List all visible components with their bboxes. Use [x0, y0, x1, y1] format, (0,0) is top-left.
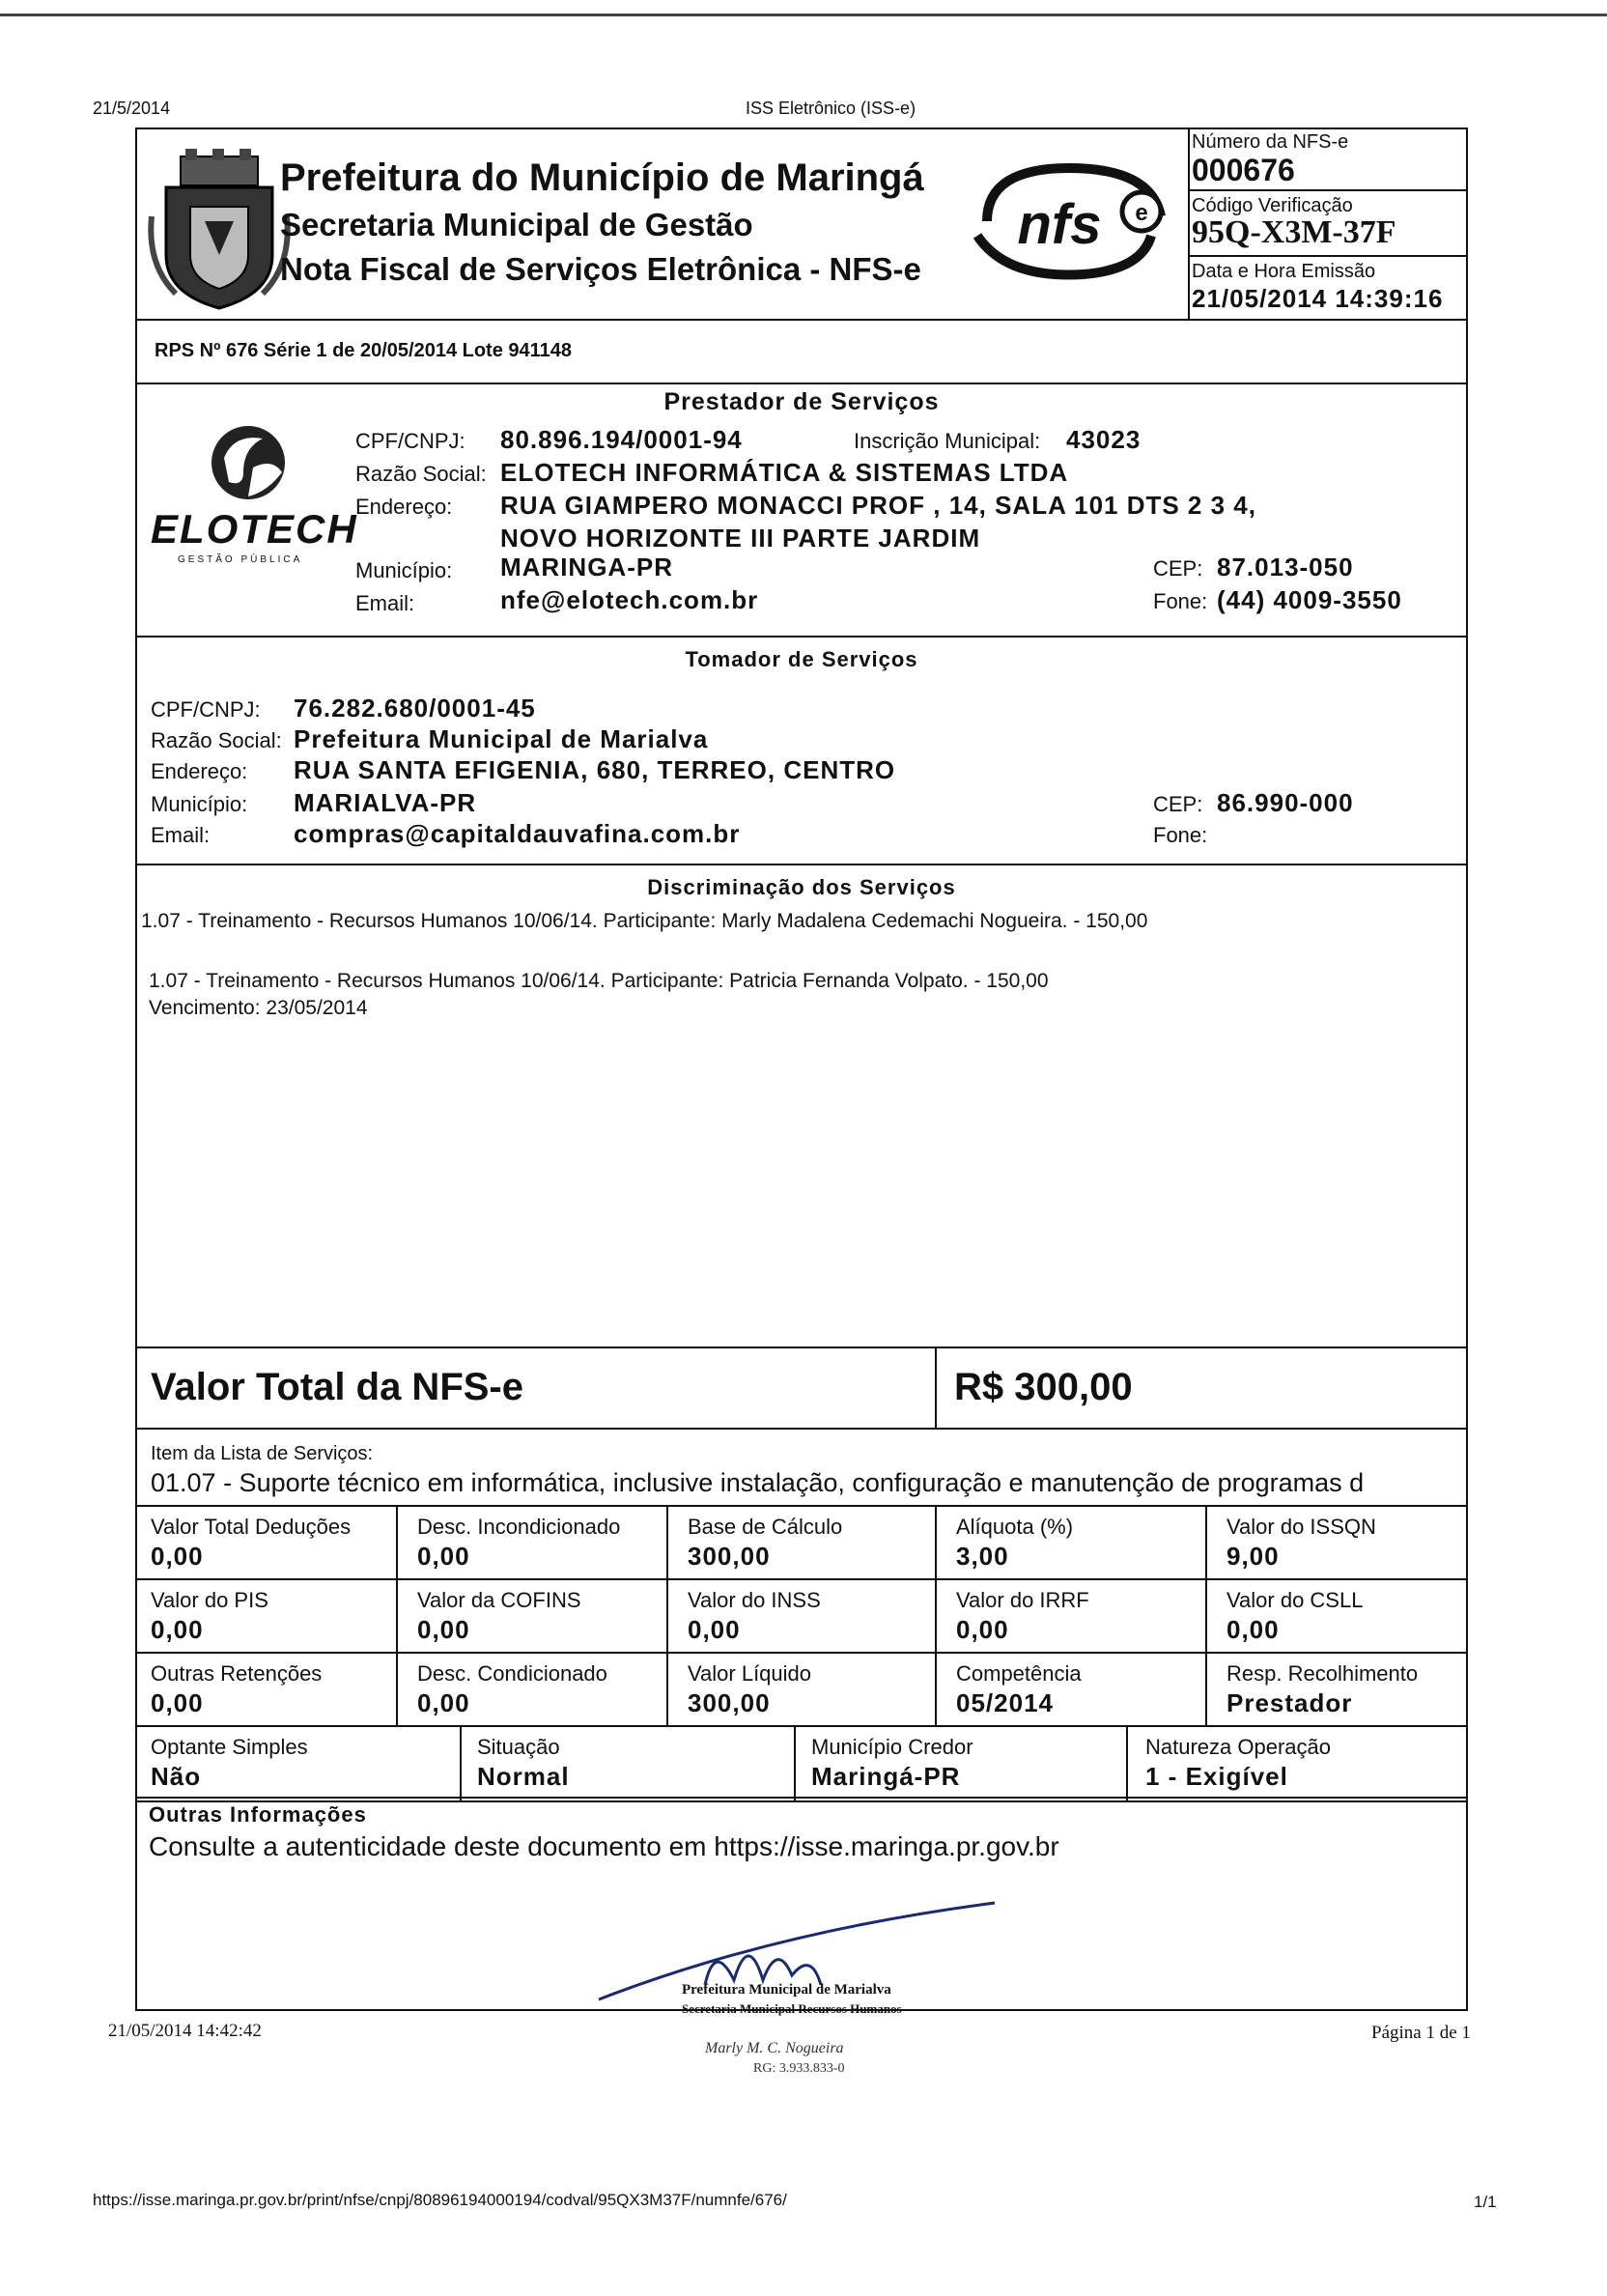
inss-value: 0,00 — [688, 1615, 741, 1644]
print-date: 21/5/2014 — [93, 99, 171, 118]
servico-line-2: 1.07 - Treinamento - Recursos Humanos 10/06/14. Participante: Patricia Fernanda Volpato. - 150,00 — [149, 970, 1049, 992]
nfse-document — [135, 128, 1468, 1799]
footer-page: Página 1 de 1 — [1371, 2023, 1471, 2043]
deducoes-label: Valor Total Deduções — [151, 1515, 352, 1539]
tomador-endereco-value: RUA SANTA EFIGENIA, 680, TERREO, CENTRO — [294, 755, 896, 784]
secretaria-subtitle: Secretaria Municipal de Gestão — [280, 207, 753, 242]
situacao-value: Normal — [477, 1762, 570, 1791]
optante-simples-label: Optante Simples — [151, 1735, 308, 1759]
tomador-section-title: Tomador de Serviços — [685, 647, 918, 671]
resp-recolhimento-label: Resp. Recolhimento — [1226, 1661, 1419, 1686]
csll-value: 0,00 — [1226, 1615, 1280, 1644]
prestador-fone-label: Fone: — [1153, 589, 1208, 613]
base-calculo-value: 300,00 — [688, 1542, 771, 1571]
aliquota-value: 3,00 — [956, 1542, 1009, 1571]
outras-retencoes-value: 0,00 — [151, 1688, 204, 1717]
tomador-razao-value: Prefeitura Municipal de Marialva — [294, 724, 709, 753]
elotech-logo-tagline: GESTÃO PÚBLICA — [178, 554, 303, 565]
stamp-line-2: Secretaria Municipal Recursos Humanos — [682, 2001, 902, 2016]
prestador-endereco-label: Endereço: — [355, 495, 453, 519]
rps-line: RPS Nº 676 Série 1 de 20/05/2014 Lote 941148 — [155, 340, 573, 361]
natureza-operacao-value: 1 - Exigível — [1145, 1762, 1288, 1791]
prestador-municipio-value: MARINGA-PR — [500, 553, 673, 581]
prestador-im-value: 43023 — [1066, 425, 1142, 454]
tomador-fone-label: Fone: — [1153, 823, 1208, 847]
prestador-fone-value: (44) 4009-3550 — [1217, 585, 1402, 614]
outras-informacoes-value: Consulte a autenticidade deste documento em https://isse.maringa.pr.gov.br — [149, 1831, 1059, 1861]
competencia-label: Competência — [956, 1661, 1082, 1686]
desc-incondicionado-value: 0,00 — [417, 1542, 470, 1571]
tomador-municipio-value: MARIALVA-PR — [294, 788, 477, 817]
base-calculo-label: Base de Cálculo — [688, 1515, 843, 1539]
total-value: R$ 300,00 — [954, 1366, 1133, 1408]
numero-value: 000676 — [1192, 153, 1295, 187]
pis-value: 0,00 — [151, 1615, 204, 1644]
municipio-credor-value: Maringá-PR — [811, 1762, 961, 1791]
tomador-email-value: compras@capitaldauvafina.com.br — [294, 819, 741, 848]
desc-condicionado-label: Desc. Condicionado — [417, 1661, 607, 1686]
inss-label: Valor do INSS — [688, 1588, 821, 1612]
prestador-im-label: Inscrição Municipal: — [854, 429, 1041, 453]
discriminacao-section-title: Discriminação dos Serviços — [647, 875, 956, 899]
tomador-endereco-label: Endereço: — [151, 759, 248, 783]
prestador-razao-label: Razão Social: — [355, 462, 487, 486]
vencimento-line: Vencimento: 23/05/2014 — [149, 997, 368, 1019]
deducoes-value: 0,00 — [151, 1542, 204, 1571]
tomador-municipio-label: Município: — [151, 792, 248, 816]
total-label: Valor Total da NFS-e — [151, 1366, 523, 1408]
prestador-cpf-value: 80.896.194/0001-94 — [500, 425, 743, 454]
maringa-crest-icon — [147, 149, 292, 313]
issqn-label: Valor do ISSQN — [1226, 1515, 1376, 1539]
data-emissao-value: 21/05/2014 14:39:16 — [1192, 284, 1444, 313]
prestador-cep-label: CEP: — [1153, 556, 1203, 581]
tomador-razao-label: Razão Social: — [151, 728, 282, 752]
print-url: https://isse.maringa.pr.gov.br/print/nfse/cnpj/80896194000194/codval/95QX3M37F/numnfe/676/ — [93, 2191, 787, 2209]
svg-text:nfs: nfs — [1017, 193, 1102, 256]
situacao-label: Situação — [477, 1735, 560, 1759]
tomador-email-label: Email: — [151, 823, 211, 847]
natureza-operacao-label: Natureza Operação — [1145, 1735, 1331, 1759]
csll-label: Valor do CSLL — [1226, 1588, 1364, 1612]
footer-timestamp: 21/05/2014 14:42:42 — [108, 2021, 262, 2041]
prestador-razao-value: ELOTECH INFORMÁTICA & SISTEMAS LTDA — [500, 458, 1069, 487]
competencia-value: 05/2014 — [956, 1688, 1054, 1717]
irrf-label: Valor do IRRF — [956, 1588, 1089, 1612]
print-page-count: 1/1 — [1474, 2193, 1497, 2211]
prestador-cep-value: 87.013-050 — [1217, 553, 1354, 581]
optante-simples-value: Não — [151, 1762, 202, 1791]
prestador-municipio-label: Município: — [355, 558, 453, 582]
desc-condicionado-value: 0,00 — [417, 1688, 470, 1717]
codigo-value: 95Q-X3M-37F — [1192, 214, 1396, 250]
stamp-line-3: Marly M. C. Nogueira — [705, 2040, 844, 2056]
stamp-line-4: RG: 3.933.833-0 — [753, 2061, 845, 2076]
tomador-cpf-value: 76.282.680/0001-45 — [294, 694, 536, 723]
svg-text:e: e — [1135, 200, 1148, 226]
scan-top-edge — [0, 14, 1607, 16]
prestador-section-title: Prestador de Serviços — [663, 388, 940, 415]
valor-liquido-value: 300,00 — [688, 1688, 771, 1717]
tomador-cep-value: 86.990-000 — [1217, 788, 1354, 817]
print-title: ISS Eletrônico (ISS-e) — [746, 99, 916, 118]
municipio-credor-label: Município Credor — [811, 1735, 973, 1759]
prestador-email-label: Email: — [355, 591, 415, 615]
item-lista-value: 01.07 - Suporte técnico em informática, inclusive instalação, configuração e manutenção de programas d — [151, 1468, 1365, 1497]
prestador-email-value: nfe@elotech.com.br — [500, 585, 759, 614]
elotech-logo-name: ELOTECH — [151, 506, 358, 552]
prestador-endereco-line1: RUA GIAMPERO MONACCI PROF , 14, SALA 101 DTS 2 3 4, — [500, 491, 1256, 520]
prefeitura-title: Prefeitura do Município de Maringá — [280, 156, 924, 199]
cofins-label: Valor da COFINS — [417, 1588, 581, 1612]
resp-recolhimento-value: Prestador — [1226, 1688, 1353, 1717]
elotech-logo-icon — [205, 419, 292, 506]
aliquota-label: Alíquota (%) — [956, 1515, 1074, 1539]
nfse-logo-icon — [968, 158, 1170, 284]
servico-line-1: 1.07 - Treinamento - Recursos Humanos 10/06/14. Participante: Marly Madalena Cedemachi Nogueira. - 150,00 — [141, 910, 1148, 932]
numero-label: Número da NFS-e — [1192, 131, 1349, 153]
prestador-cpf-label: CPF/CNPJ: — [355, 429, 465, 453]
cofins-value: 0,00 — [417, 1615, 470, 1644]
tomador-cpf-label: CPF/CNPJ: — [151, 697, 261, 722]
codigo-label: Código Verificação — [1192, 195, 1353, 216]
desc-incondicionado-label: Desc. Incondicionado — [417, 1515, 621, 1539]
data-emissao-label: Data e Hora Emissão — [1192, 261, 1376, 282]
item-lista-label: Item da Lista de Serviços: — [151, 1443, 374, 1464]
outras-retencoes-label: Outras Retenções — [151, 1661, 323, 1686]
prestador-endereco-line2: NOVO HORIZONTE III PARTE JARDIM — [500, 524, 981, 553]
irrf-value: 0,00 — [956, 1615, 1009, 1644]
nfse-doc-title: Nota Fiscal de Serviços Eletrônica - NFS-e — [280, 251, 921, 287]
stamp-line-1: Prefeitura Municipal de Marialva — [682, 1982, 891, 1998]
tomador-cep-label: CEP: — [1153, 792, 1203, 816]
pis-label: Valor do PIS — [151, 1588, 268, 1612]
outras-informacoes-label: Outras Informações — [149, 1802, 367, 1827]
valor-liquido-label: Valor Líquido — [688, 1661, 812, 1686]
issqn-value: 9,00 — [1226, 1542, 1280, 1571]
